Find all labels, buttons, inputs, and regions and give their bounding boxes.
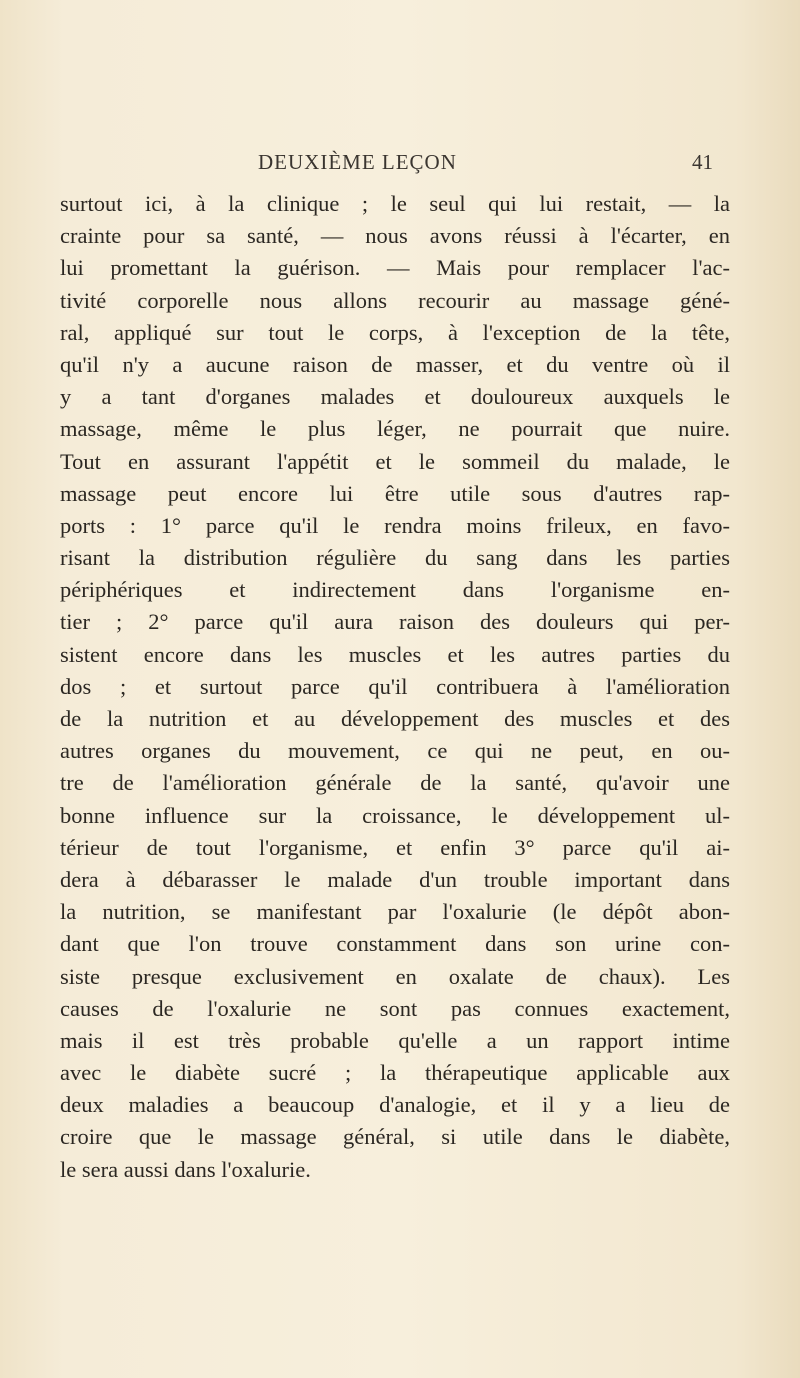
text-line: causes de l'oxalurie ne sont pas connues exactement, xyxy=(60,995,730,1021)
text-line: la nutrition, se manifestant par l'oxalurie (le dépôt abon- xyxy=(60,899,730,925)
text-line: de la nutrition et au développement des muscles et des xyxy=(60,706,730,731)
text-line: ral, appliqué sur tout le corps, à l'exception de la tête, xyxy=(60,319,730,345)
text-line: y a tant d'organes malades et douloureux auxquels le xyxy=(60,384,730,410)
text-line: Tout en assurant l'appétit et le sommeil du malade, le xyxy=(60,448,730,474)
text-line: sistent encore dans les muscles et les autres parties du xyxy=(60,641,730,667)
page-header xyxy=(0,150,800,180)
text-line: térieur de tout l'organisme, et enfin 3° parce qu'il ai- xyxy=(60,834,730,860)
text-line: surtout ici, à la clinique ; le seul qui lui restait, — la xyxy=(60,191,730,216)
text-line: risant la distribution régulière du sang dans les parties xyxy=(60,545,730,571)
text-line: ports : 1° parce qu'il le rendra moins frileux, en favo- xyxy=(60,512,730,538)
text-line: deux maladies a beaucoup d'analogie, et il y a lieu de xyxy=(60,1092,730,1118)
text-line: dera à débarasser le malade d'un trouble important dans xyxy=(60,866,730,892)
text-line: lui promettant la guérison. — Mais pour remplacer l'ac- xyxy=(60,255,730,281)
text-line: le sera aussi dans l'oxalurie. xyxy=(60,1156,311,1182)
text-line: avec le diabète sucré ; la thérapeutique applicable aux xyxy=(60,1060,730,1086)
text-line: massage peut encore lui être utile sous d'autres rap- xyxy=(60,480,730,506)
text-line: tre de l'amélioration générale de la santé, qu'avoir une xyxy=(60,770,730,796)
text-line: autres organes du mouvement, ce qui ne peut, en ou- xyxy=(60,738,730,764)
body-paragraph xyxy=(60,188,730,1186)
text-line: crainte pour sa santé, — nous avons réussi à l'écarter, en xyxy=(60,223,730,249)
text-line: dos ; et surtout parce qu'il contribuera à l'amélioration xyxy=(60,673,730,699)
text-line: dant que l'on trouve constamment dans son urine con- xyxy=(60,931,730,957)
text-line: tivité corporelle nous allons recourir au massage géné- xyxy=(60,287,730,313)
text-line: périphériques et indirectement dans l'organisme en- xyxy=(60,577,730,603)
running-title: DEUXIÈME LEÇON xyxy=(258,150,457,174)
text-line: mais il est très probable qu'elle a un rapport intime xyxy=(60,1027,730,1053)
text-line: tier ; 2° parce qu'il aura raison des douleurs qui per- xyxy=(60,609,730,635)
text-line: bonne influence sur la croissance, le développement ul- xyxy=(60,802,730,828)
page-number: 41 xyxy=(692,150,713,174)
text-line: massage, même le plus léger, ne pourrait que nuire. xyxy=(60,416,730,442)
text-line: qu'il n'y a aucune raison de masser, et du ventre où il xyxy=(60,351,730,377)
text-line: croire que le massage général, si utile dans le diabète, xyxy=(60,1124,730,1150)
text-line: siste presque exclusivement en oxalate de chaux). Les xyxy=(60,963,730,989)
